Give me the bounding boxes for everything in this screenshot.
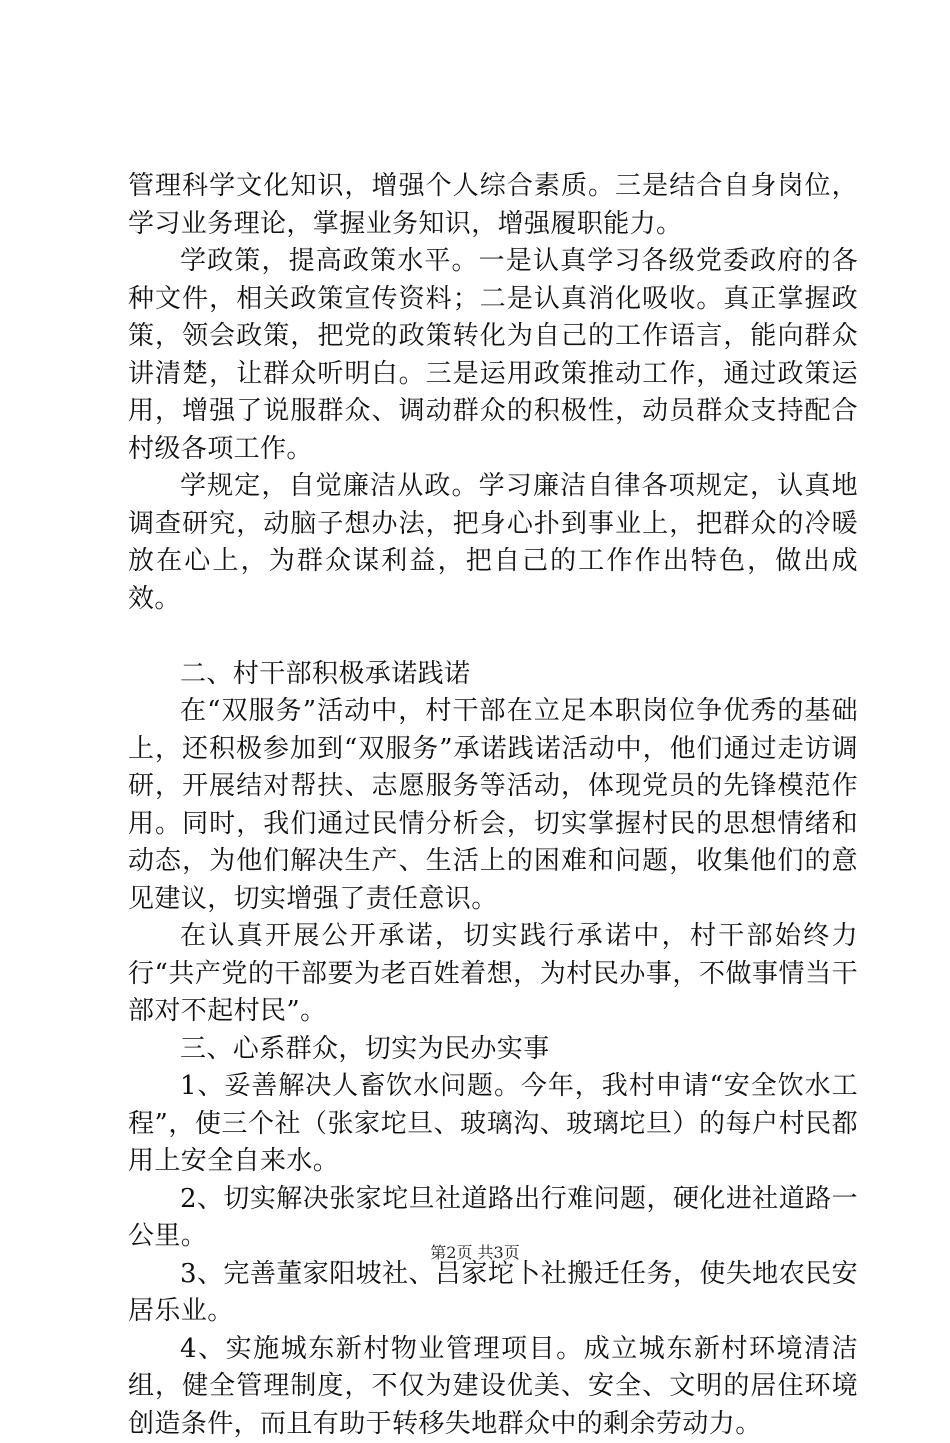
page-number-footer: 第2页 共3页 [0, 1243, 950, 1263]
paragraph: 学政策，提高政策水平。一是认真学习各级党委政府的各种文件，相关政策宣传资料；二是认真消化吸收。真正掌握政策，领会政策，把党的政策转化为自己的工作语言，能向群众讲清楚，让群众听明白。三是运用政策推动工作，通过政策运用，增强了说服群众、调动群众的积极性，动员群众支持配合村级各项工作。 [128, 243, 858, 468]
paragraph: 管理科学文化知识，增强个人综合素质。三是结合自身岗位，学习业务理论，掌握业务知识，增强履职能力。 [128, 168, 858, 243]
list-item: 4、实施城东新村物业管理项目。成立城东新村环境清洁组，健全管理制度，不仅为建设优美、安全、文明的居住环境创造条件，而且有助于转移失地群众中的剩余劳动力。 [128, 1331, 858, 1443]
section-heading: 二、村干部积极承诺践诺 [128, 656, 858, 694]
list-item: 1、妥善解决人畜饮水问题。今年，我村申请“安全饮水工程”，使三个社（张家坨旦、玻璃沟、玻璃坨旦）的每户村民都用上安全自来水。 [128, 1068, 858, 1181]
paragraph: 在认真开展公开承诺，切实践行承诺中，村干部始终力行“共产党的干部要为老百姓着想，为村民办事，不做事情当干部对不起村民”。 [128, 918, 858, 1031]
list-item: 2、切实解决张家坨旦社道路出行难问题，硬化进社道路一公里。 [128, 1181, 858, 1256]
list-item: 3、完善董家阳坡社、吕家坨卜社搬迁任务，使失地农民安居乐业。 [128, 1256, 858, 1331]
paragraph: 学规定，自觉廉洁从政。学习廉洁自律各项规定，认真地调查研究，动脑子想办法，把身心扑到事业上，把群众的冷暖放在心上，为群众谋利益，把自己的工作作出特色，做出成效。 [128, 468, 858, 618]
paragraph-spacer [128, 618, 858, 656]
section-heading: 三、心系群众，切实为民办实事 [128, 1031, 858, 1069]
paragraph: 在“双服务”活动中，村干部在立足本职岗位争优秀的基础上，还积极参加到“双服务”承诺践诺活动中，他们通过走访调研，开展结对帮扶、志愿服务等活动，体现党员的先锋模范作用。同时，我们通过民情分析会，切实掌握村民的思想情绪和动态，为他们解决生产、生活上的困难和问题，收集他们的意见建议，切实增强了责任意识。 [128, 693, 858, 918]
